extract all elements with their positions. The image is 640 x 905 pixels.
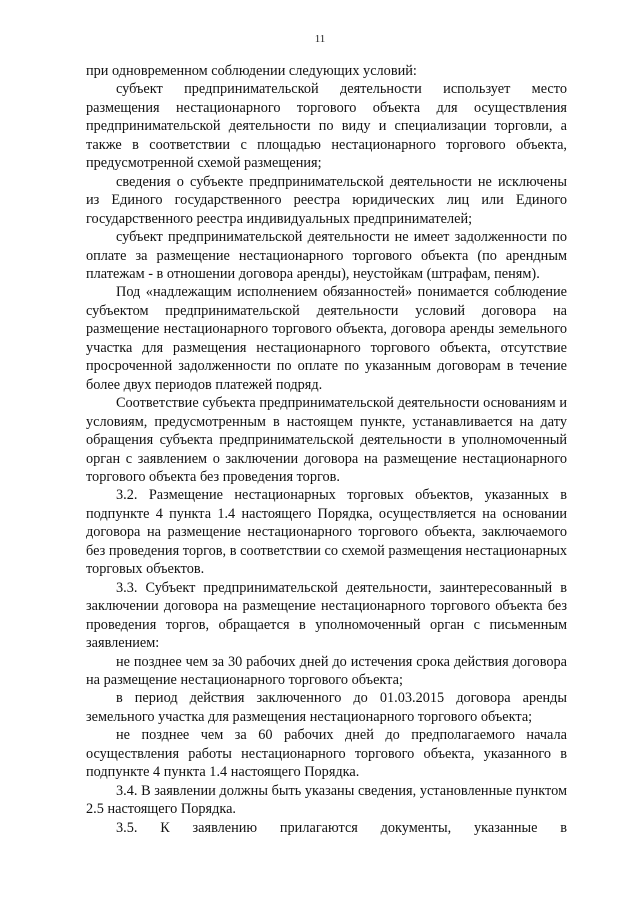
paragraph: в период действия заключенного до 01.03.2015 договора аренды земельного участка для размещения нестационарного торгового объекта; [86, 690, 567, 725]
document-body [86, 62, 567, 837]
paragraph: 3.4. В заявлении должны быть указаны сведения, установленные пунктом 2.5 настоящего Порядка. [86, 782, 567, 818]
paragraph: Соответствие субъекта предпринимательской деятельности основаниям и условиям, предусмотренным в настоящем пункте, устанавливается на дату обращения субъекта предпринимательской деятельности в уполномоченный орган с заявлением о заключении договора на размещение нестационарного торгового объекта без проведения торгов. [86, 395, 567, 485]
paragraph: 3.2. Размещение нестационарных торговых объектов, указанных в подпункте 4 пункта 1.4 настоящего Порядка, осуществляется на основании договора на размещение нестационарного торгового объекта, заключаемого без проведения торгов, в соответствии со схемой размещения нестационарных торговых объектов. [86, 487, 567, 578]
paragraph: не позднее чем за 30 рабочих дней до истечения срока действия договора на размещение нестационарного торгового объекта; [86, 653, 567, 688]
paragraph: Под «надлежащим исполнением обязанностей» понимается соблюдение субъектом предпринимательской деятельности условий договора на размещение нестационарного торгового объекта, договора аренды земельного участка для размещения нестационарного торгового объекта, отсутствие просроченной задолженности по оплате по указанным договорам в течение более двух периодов платежей подряд. [86, 284, 567, 393]
paragraph: не позднее чем за 60 рабочих дней до предполагаемого начала осуществления работы нестационарного торгового объекта, указанного в подпункте 4 пункта 1.4 настоящего Порядка. [86, 727, 567, 781]
paragraph: субъект предпринимательской деятельности использует место размещения нестационарного торгового объекта для осуществления предпринимательской деятельности по виду и специализации торговли, а также в соответствии с площадью нестационарного торгового объекта, предусмотренной схемой размещения; [86, 81, 567, 172]
paragraph: 3.3. Субъект предпринимательской деятельности, заинтересованный в заключении договора на размещение нестационарного торгового объекта без проведения торгов, обращается в уполномоченный орган с письменным заявлением: [86, 579, 567, 652]
page-number: 11 [314, 33, 326, 45]
paragraph: 3.5. К заявлению прилагаются документы, указанные в [116, 819, 567, 836]
paragraph: сведения о субъекте предпринимательской деятельности не исключены из Единого государственного реестра юридических лиц или Единого государственного реестра индивидуальных предпринимателей; [86, 173, 567, 227]
paragraph: субъект предпринимательской деятельности не имеет задолженности по оплате за размещение нестационарного торгового объекта (по арендным платежам - в отношении договора аренды), неустойкам (штрафам, пеням). [86, 229, 567, 282]
paragraph: при одновременном соблюдении следующих условий: [86, 63, 417, 79]
